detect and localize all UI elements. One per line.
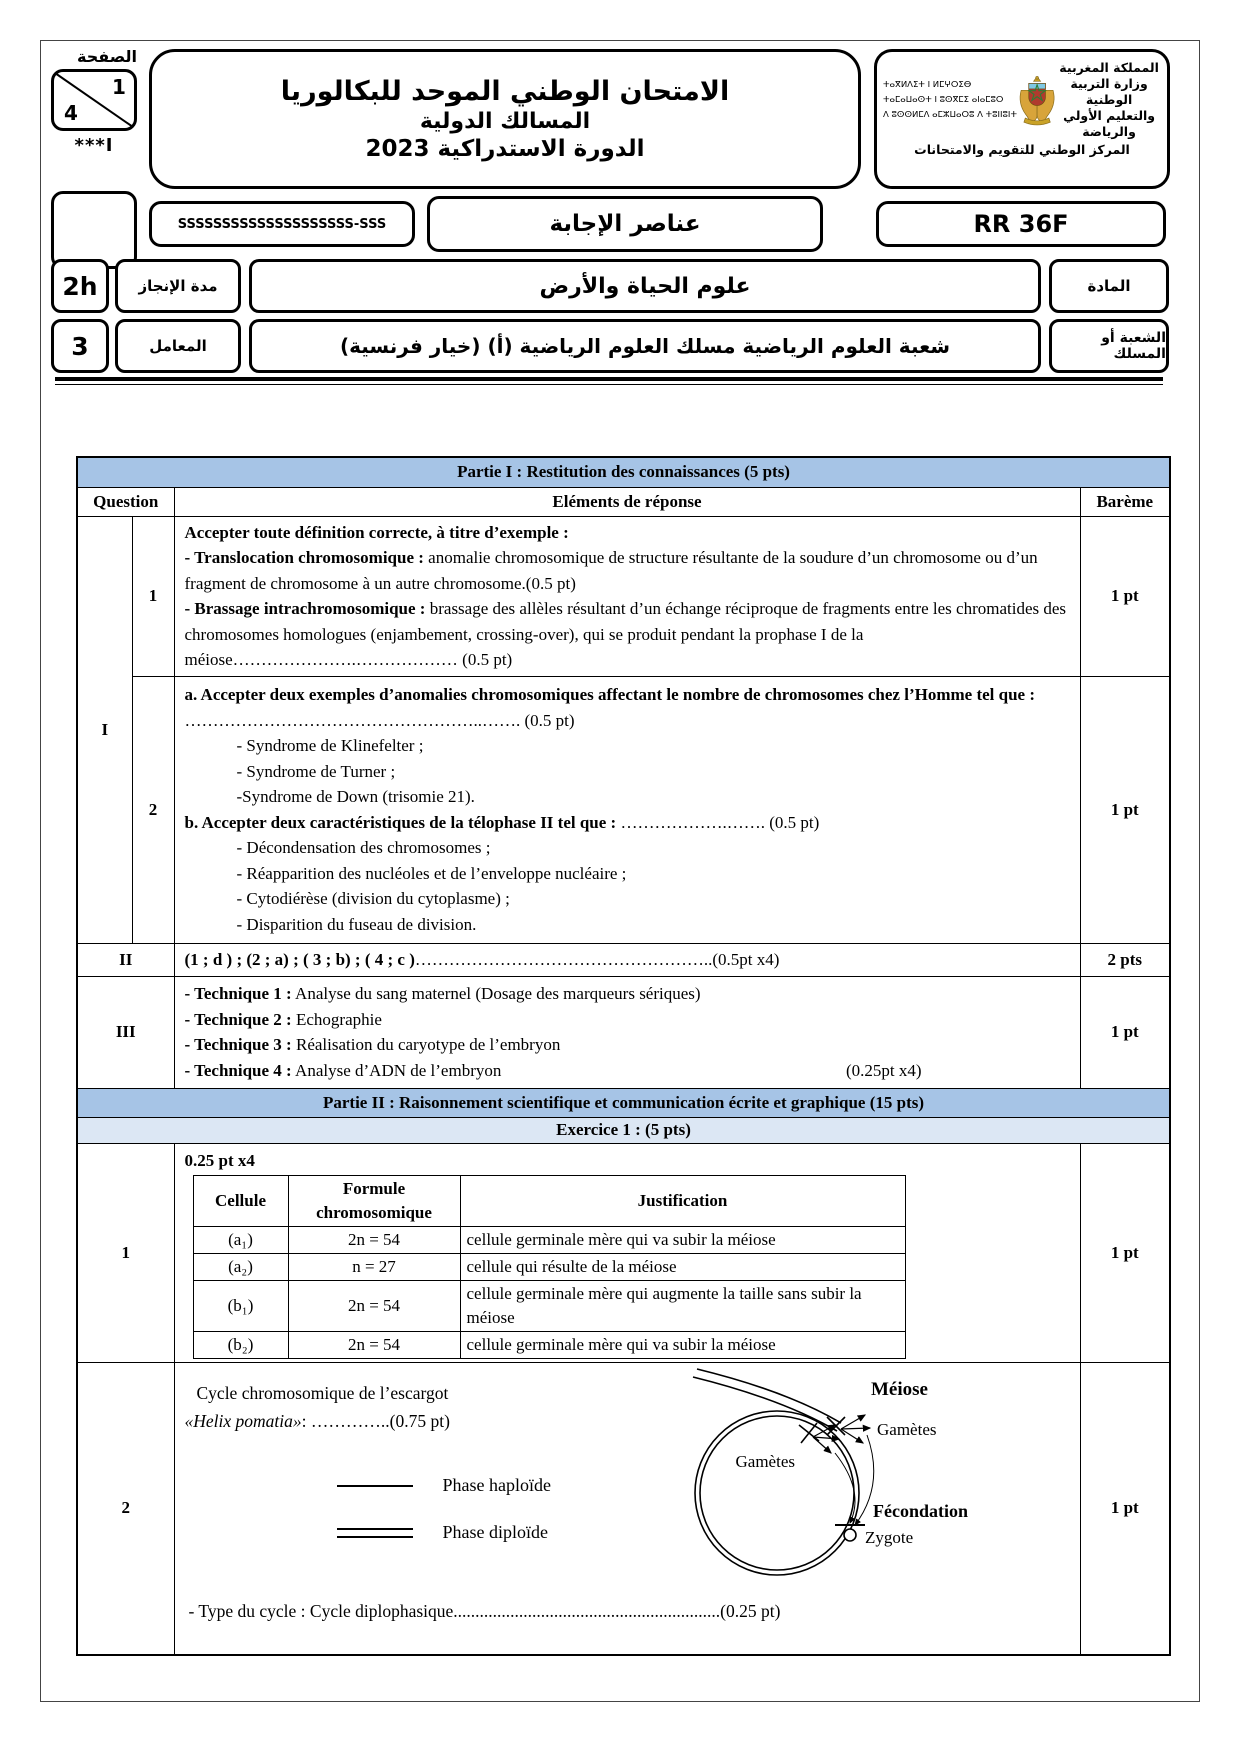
answer-text: Analyse d’ADN de l’embryon [291,1060,502,1080]
points-note: (0.25pt x4) [845,1060,922,1080]
table-row [77,676,1170,943]
subject-label: المادة [1049,259,1169,313]
ministry-tifinagh-text: ⵜⴰⴳⵍⴷⵉⵜ ⵏ ⵍⵎⵖⵔⵉⴱ ⵜⴰⵎⴰⵡⴰⵙⵜ ⵏ ⵓⵙⴳⵎⵉ ⴰⵏⴰⵎⵓⵔ ⴷ ⵓⵙⵙⵍⵎⴷ ⴰⵎⵣⵡⴰⵔⵓ ⴷ ⵜⵓⵏⵏⵓⵏⵜ [883,79,1017,120]
bareme-I1: 1 pt [1080,516,1170,676]
cell-justification: cellule qui résulte de la méiose [460,1254,905,1281]
coefficient-label: المعامل [115,319,241,373]
column-header-bareme: Barème [1080,487,1170,516]
table-row [193,1254,905,1281]
answer-key-table [76,456,1171,1656]
cell-formula: 2n = 54 [288,1227,460,1254]
empty-box [51,191,137,269]
subject-value: علوم الحياة والأرض [249,259,1041,313]
page-current: 1 [112,75,126,99]
answer-text: ……………….……. (0.5 pt) [616,812,820,832]
answer-elements-title: عناصر الإجابة [427,196,823,252]
answer-ex1-2-cell [174,1363,1080,1655]
cell-formula: n = 27 [288,1254,460,1281]
inner-header-justification: Justification [460,1176,905,1227]
ministry-arabic-text: المملكة المغربية وزارة التربية الوطنية والتعليم الأولي والرياضة [1059,60,1159,139]
cell-formula: 2n = 54 [288,1281,460,1332]
exam-reference-code: RR 36F [876,201,1166,247]
cycle-type-line: - Type du cycle : Cycle diplophasique.............................................................(0.25 pt) [188,1601,781,1621]
question-III-cell: III [77,976,174,1088]
exam-title-line3: الدورة الاستدراكية 2023 [365,136,645,162]
exam-title-line2: المسالك الدولية [419,109,591,134]
cycle-caption-line1: Cycle chromosomique de l’escargot [196,1383,449,1403]
legend-diploid-row [337,1522,551,1543]
table-row [77,943,1170,976]
answer-text: - Brassage intrachromosomique : [184,599,426,618]
part1-title-band: Partie I : Restitution des connaissances (5 pts) [77,457,1170,487]
diploid-label: Phase diploïde [442,1522,548,1542]
chromosomal-cycle-diagram [627,1365,1027,1603]
phase-legend [337,1475,551,1569]
answer-text: Réalisation du caryotype de l’embryon [291,1035,561,1054]
answer-text: brassage des allèles résultant d’un échange réciproque de fragments entre les chromatides des chromosomes homologues (enjambement, crossing-over), qui se produit pendant la prophase I de la méiose………………….……………… (0.5 pt) [184,599,1067,669]
answer-list-item: - Syndrome de Turner ; [236,761,396,781]
answer-text: a. Accepter deux exemples d’anomalies chromosomiques affectant le nombre de chromosomes chez l’Homme tel que : [184,685,1035,704]
bareme-ex1-2: 1 pt [1080,1363,1170,1655]
bareme-II: 2 pts [1080,943,1170,976]
page-border [40,40,1200,1702]
cell-id: (b₂) [193,1332,288,1359]
answer-I1-cell [174,516,1080,676]
points-note: : …………..(0.75 pt) [301,1411,450,1431]
answer-III-cell [174,976,1080,1088]
answer-list-item: - Cytodiérèse (division du cytoplasme) ; [236,889,510,908]
answer-text: anomalie chromosomique de structure résultante de la soudure d’un chromosome ou d’un fragment de chromosome à un autre chromosome.(0.5 pt) [184,548,1038,593]
cell-id: (a₂) [193,1254,288,1281]
fecondation-label: Fécondation [872,1501,968,1521]
page-number-box [51,69,137,131]
table-row [77,1363,1170,1655]
points-note: 0.25 pt x4 [184,1150,255,1170]
page-total: 4 [64,101,78,125]
cell-id: (a₁) [193,1227,288,1254]
track-value: شعبة العلوم الرياضية مسلك العلوم الرياضية (أ) (خيار فرنسية) [249,319,1041,373]
species-name: «Helix pomatia» [184,1411,302,1431]
question-ex1-1-cell: 1 [77,1143,174,1363]
header-divider-rule [55,377,1163,385]
diploid-line-sample [337,1528,413,1538]
table-row [77,976,1170,1088]
cell-formula: 2n = 54 [288,1332,460,1359]
ministry-center-name: المركز الوطني للتقويم والامتحانات [914,142,1130,157]
answer-list-item: - Syndrome de Klinefelter ; [236,736,424,755]
question-I1-cell: 1 [132,516,174,676]
answer-text: - Technique 4 : [184,1060,292,1080]
cell-justification: cellule germinale mère qui va subir la méiose [460,1227,905,1254]
exam-title-box [149,49,861,189]
masked-candidate-code: SSSSSSSSSSSSSSSSSSSS-SSS [149,201,415,247]
duration-label: مدة الإنجاز [115,259,241,313]
inner-header-cellule: Cellule [193,1176,288,1227]
answer-text: Accepter toute définition correcte, à titre d’exemple : [184,522,569,542]
zygote-label: Zygote [864,1528,913,1547]
answer-list-item: - Réapparition des nucléoles et de l’enveloppe nucléaire ; [236,863,627,883]
haploid-line-sample [337,1485,413,1487]
answer-text: - Technique 2 : [184,1009,292,1029]
question-I-cell: I [77,516,132,943]
ministry-box [874,49,1170,189]
cycle-caption-line2 [185,1411,450,1432]
track-label: الشعبة أو المسلك [1049,319,1169,373]
exercise1-title-band: Exercice 1 : (5 pts) [77,1117,1170,1143]
stars-mark: ***I [74,135,114,156]
exam-title-line1: الامتحان الوطني الموحد للبكالوريا [280,76,730,107]
cells-justification-table [193,1175,906,1359]
page-word-label: الصفحة [76,47,137,66]
haploid-label: Phase haploïde [442,1475,551,1495]
answer-text: ……………………………………………..……. (0.5 pt) [184,710,575,730]
gametes-label-right: Gamètes [876,1420,936,1439]
inner-header-formule: Formule chromosomique [288,1176,460,1227]
answer-text: - Technique 1 : [184,984,292,1003]
answer-I2-cell [174,676,1080,943]
bareme-I2: 1 pt [1080,676,1170,943]
cell-justification: cellule germinale mère qui augmente la taille sans subir la méiose [460,1281,905,1332]
answer-text: Echographie [291,1009,382,1029]
answer-text: - Technique 3 : [184,1035,292,1054]
duration-value: 2h [51,259,109,313]
table-row [77,516,1170,676]
table-row [193,1227,905,1254]
gametes-label-left: Gamètes [735,1452,795,1471]
question-I2-cell: 2 [132,676,174,943]
answer-text: (1 ; d ) ; (2 ; a) ; ( 3 ; b) ; ( 4 ; c ) [184,949,415,969]
answer-text: - Translocation chromosomique : [184,548,424,567]
page-number-diagonal [54,72,134,128]
coefficient-value: 3 [51,319,109,373]
morocco-coat-of-arms [1017,64,1057,136]
answer-list-item: - Disparition du fuseau de division. [236,914,477,934]
answer-text: Analyse du sang maternel (Dosage des marqueurs sériques) [291,984,701,1003]
column-header-elements: Eléments de réponse [174,487,1080,516]
table-row [193,1332,905,1359]
cell-id: (b₁) [193,1281,288,1332]
column-header-question: Question [77,487,174,516]
answer-II-cell [174,943,1080,976]
bareme-III: 1 pt [1080,976,1170,1088]
answer-list-item: - Décondensation des chromosomes ; [236,838,491,857]
answer-text: b. Accepter deux caractéristiques de la télophase II tel que : [184,812,617,832]
meiose-label: Méiose [870,1379,928,1400]
table-row [77,1143,1170,1363]
bareme-ex1-1: 1 pt [1080,1143,1170,1363]
answer-text: ……………………………………………..(0.5pt x4) [414,949,780,969]
table-row [193,1281,905,1332]
answer-list-item: -Syndrome de Down (trisomie 21). [236,787,475,806]
legend-haploid-row [337,1475,551,1496]
part2-title-band: Partie II : Raisonnement scientifique et communication écrite et graphique (15 pts) [77,1088,1170,1117]
cell-justification: cellule germinale mère qui va subir la méiose [460,1332,905,1359]
question-ex1-2-cell: 2 [77,1363,174,1655]
question-II-cell: II [77,943,174,976]
answer-ex1-1-cell [174,1143,1080,1363]
